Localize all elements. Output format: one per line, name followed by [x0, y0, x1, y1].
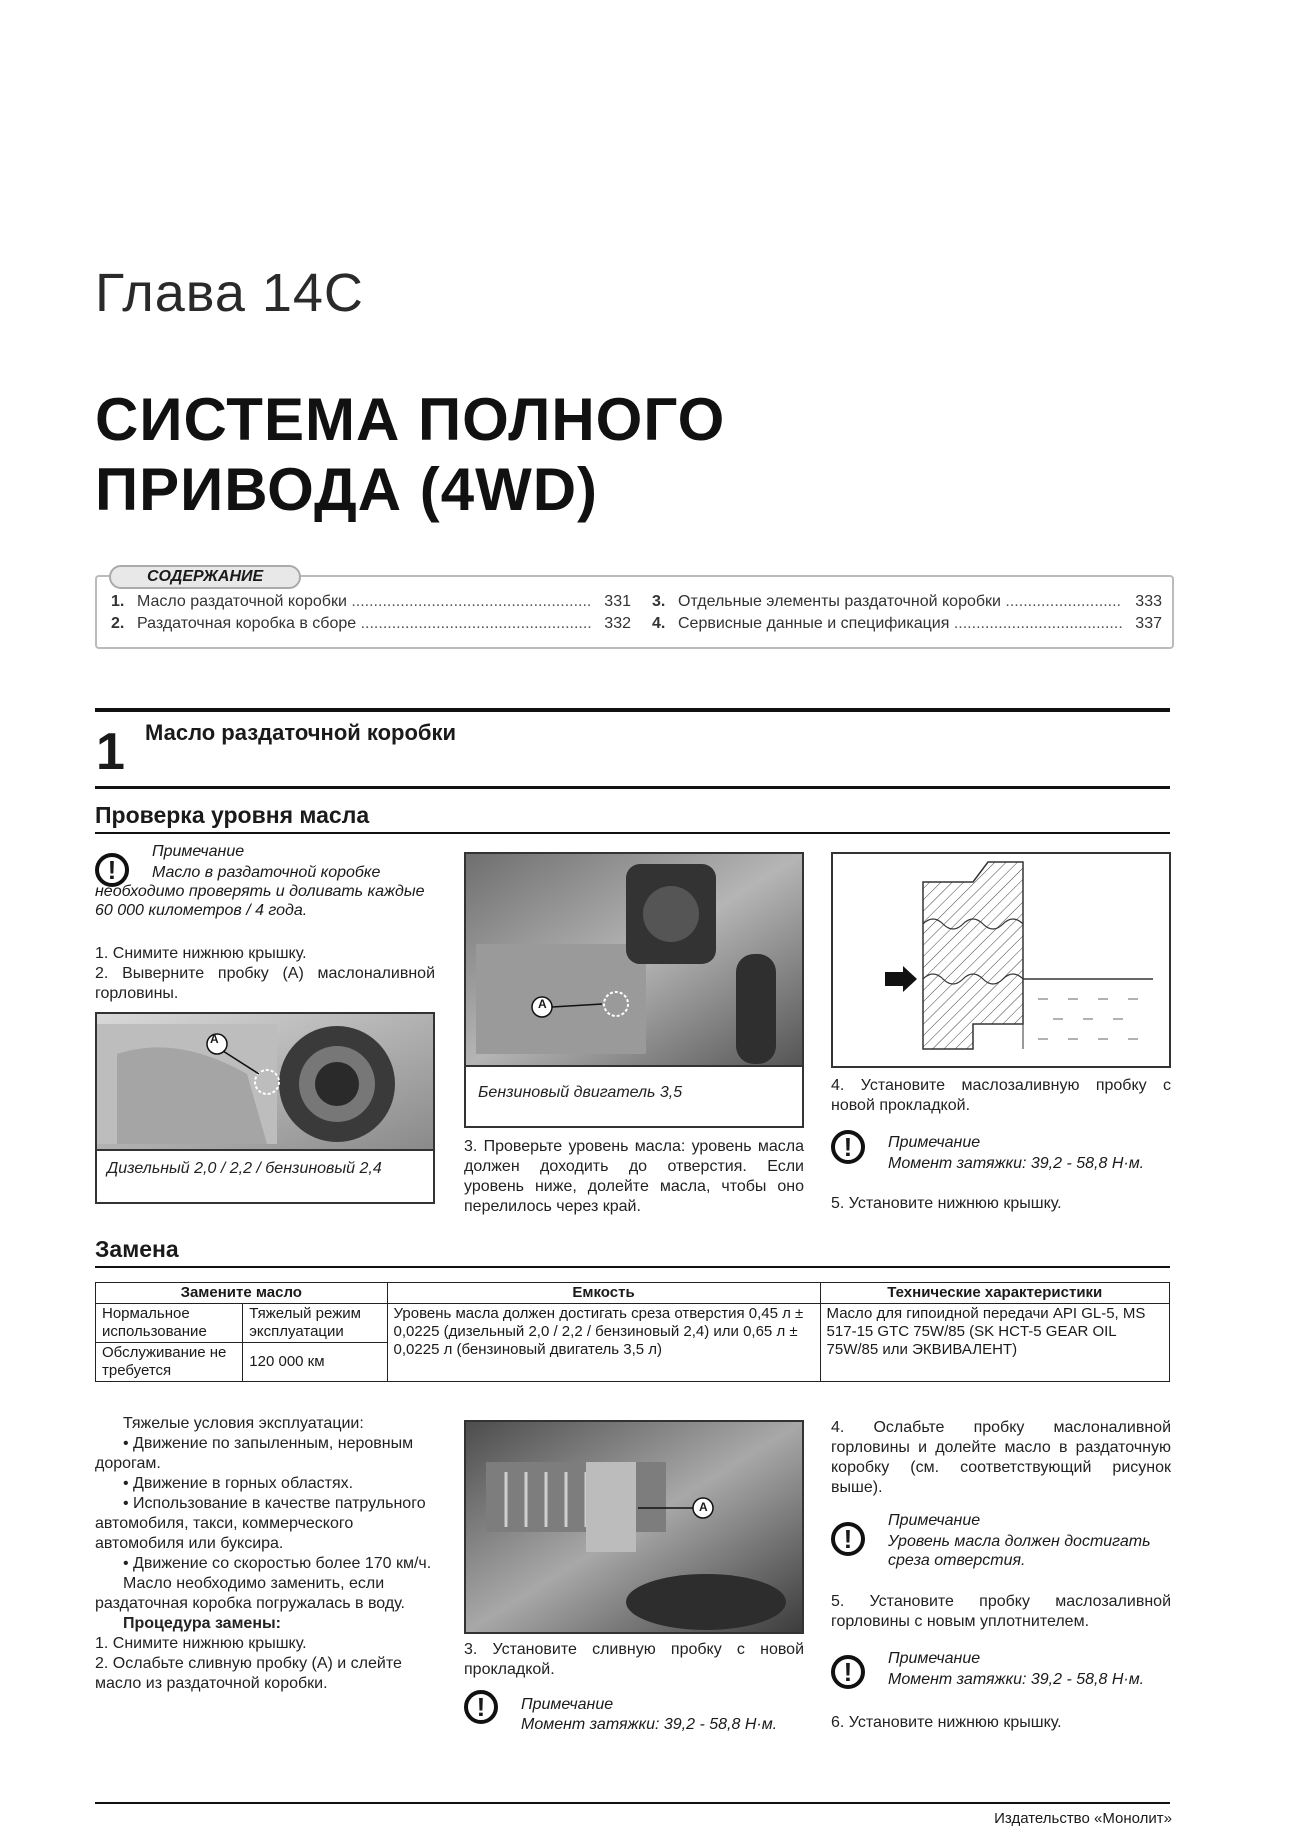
bullet-item: • Движение в горных областях.: [123, 1475, 354, 1492]
subsection-rule: [95, 1266, 1170, 1268]
photo-petrol-filler-plug: [464, 852, 804, 1128]
note-heading: Примечание: [888, 1134, 981, 1151]
photo-caption: Бензиновый двигатель 3,5: [478, 1084, 683, 1101]
table-header: Технические характеристики: [820, 1283, 1169, 1304]
chapter-label: Глава 14C: [95, 263, 364, 323]
note-text: Момент затяжки: 39,2 - 58,8 Н·м.: [888, 1155, 1145, 1172]
bullet-item: • Использование в качестве патрульного автомобиля, такси, коммерческого автомобиля или буксира.: [95, 1495, 426, 1552]
page-title: [95, 385, 725, 525]
step-2: 2. Выверните пробку (A) маслоналивной горловины.: [95, 965, 435, 1002]
toc-item[interactable]: [111, 615, 631, 633]
oil-spec-table: [95, 1282, 1170, 1382]
bullet-item: • Движение по запыленным, неровным дорогам.: [95, 1435, 414, 1472]
footer-rule: [95, 1802, 1170, 1804]
photo-image: [466, 1422, 802, 1632]
table-cell: Нормальное использование: [96, 1304, 243, 1343]
photo-callout-a: A: [538, 997, 547, 1011]
oil-level-diagram: [831, 852, 1171, 1068]
toc-num: 4.: [652, 615, 666, 632]
table-header: Замените масло: [96, 1283, 388, 1304]
subsection-heading-check: Проверка уровня масла: [95, 802, 370, 828]
photo-drain-plug: [464, 1420, 804, 1634]
toc-title: Сервисные данные и спецификация .....: [678, 615, 1122, 633]
proc-step-1: 1. Снимите нижнюю крышку.: [95, 1635, 307, 1652]
diagram-image: [833, 854, 1169, 1066]
warning-icon: !: [95, 853, 129, 887]
photo-callout-a: A: [210, 1032, 219, 1046]
table-cell: 120 000 км: [243, 1343, 387, 1382]
text-column-left: [95, 1414, 435, 1694]
proc-step-3: 3. Установите сливную пробку с новой прокладкой.: [464, 1641, 804, 1678]
table-cell: Обслуживание не требуется: [96, 1343, 243, 1382]
title-line-2: ПРИВОДА (4WD): [95, 456, 599, 523]
subsection-rule: [95, 832, 1170, 834]
bullet-item: • Движение со скоростью более 170 км/ч.: [123, 1555, 432, 1572]
toc-item[interactable]: [652, 593, 1162, 611]
proc-step-2: 2. Ослабьте сливную пробку (A) и слейте масло из раздаточной коробки.: [95, 1655, 402, 1692]
note-heading: Примечание: [888, 1512, 981, 1529]
subsection-heading-replace: Замена: [95, 1236, 179, 1262]
photo-diesel-filler-plug: [95, 1012, 435, 1204]
table-cell-spec: Масло для гипоидной передачи API GL-5, MS 517-15 GTC 75W/85 (SK HCT-5 GEAR OIL 75W/85 или ЭКВИВАЛЕНТ): [820, 1304, 1169, 1382]
toc-item[interactable]: [652, 615, 1162, 633]
toc-page: 333: [1135, 593, 1162, 610]
immersed-text: Масло необходимо заменить, если раздаточная коробка погружалась в воду.: [95, 1575, 405, 1612]
table-cell-capacity: Уровень масла должен достигать среза отверстия 0,45 л ± 0,0225 (дизельный 2,0 / 2,2 / бензиновый 2,4) или 0,65 л ± 0,0225 л (бензиновый двигатель 3,5 л): [387, 1304, 820, 1382]
publisher-footer: Издательство «Монолит»: [994, 1810, 1172, 1827]
proc-step-4: 4. Ослабьте пробку маслоналивной горловины и долейте масло в раздаточную коробку (см. соответствующий рисунок выше).: [831, 1419, 1171, 1496]
note-text: Момент затяжки: 39,2 - 58,8 Н·м.: [888, 1671, 1145, 1688]
toc-title: Отдельные элементы раздаточной коробки .....: [678, 593, 1122, 611]
title-line-1: СИСТЕМА ПОЛНОГО: [95, 386, 726, 453]
toc-page: 332: [604, 615, 631, 632]
section-rule-top: [95, 708, 1170, 712]
toc-num: 2.: [111, 615, 125, 632]
warning-icon: !: [831, 1522, 865, 1556]
heavy-intro: Тяжелые условия эксплуатации:: [123, 1415, 364, 1432]
warning-icon: !: [464, 1690, 498, 1724]
step-4: 4. Установите маслозаливную пробку с новой прокладкой.: [831, 1077, 1171, 1114]
table-cell: Тяжелый режим эксплуатации: [243, 1304, 387, 1343]
step-5: 5. Установите нижнюю крышку.: [831, 1195, 1062, 1212]
step-1: 1. Снимите нижнюю крышку.: [95, 945, 307, 962]
toc-item[interactable]: [111, 593, 631, 611]
note-text: Уровень масла должен достигать среза отверстия.: [888, 1533, 1151, 1569]
toc-page: 337: [1135, 615, 1162, 632]
proc-step-5: 5. Установите пробку маслозаливной горловины с новым уплотнителем.: [831, 1593, 1171, 1630]
proc-step-6: 6. Установите нижнюю крышку.: [831, 1714, 1062, 1731]
table-header: Емкость: [387, 1283, 820, 1304]
photo-callout-a: A: [699, 1500, 708, 1514]
note-text: Момент затяжки: 39,2 - 58,8 Н·м.: [521, 1716, 778, 1733]
step-3: 3. Проверьте уровень масла: уровень масла должен доходить до отверстия. Если уровень ниже, долейте масла, чтобы оно перелилось через край.: [464, 1138, 804, 1215]
photo-caption: Дизельный 2,0 / 2,2 / бензиновый 2,4: [107, 1160, 382, 1177]
note-heading: Примечание: [152, 843, 245, 860]
toc-num: 3.: [652, 593, 666, 610]
section-rule-bottom: [95, 786, 1170, 789]
warning-icon: !: [831, 1655, 865, 1689]
note-heading: Примечание: [521, 1696, 614, 1713]
toc-label: СОДЕРЖАНИЕ: [109, 565, 301, 589]
section-title: Масло раздаточной коробки: [145, 720, 457, 745]
toc-page: 331: [604, 593, 631, 610]
warning-icon: !: [831, 1130, 865, 1164]
toc-title: Раздаточная коробка в сборе .....: [137, 615, 591, 633]
note-text: Масло в раздаточной коробке необходимо проверять и доливать каждые 60 000 километров / 4 года.: [95, 864, 425, 919]
note-heading: Примечание: [888, 1650, 981, 1667]
table-of-contents: [95, 568, 1174, 649]
toc-title: Масло раздаточной коробки .....: [137, 593, 591, 611]
toc-num: 1.: [111, 593, 125, 610]
section-number: 1: [96, 723, 125, 781]
procedure-heading: Процедура замены:: [123, 1615, 281, 1632]
